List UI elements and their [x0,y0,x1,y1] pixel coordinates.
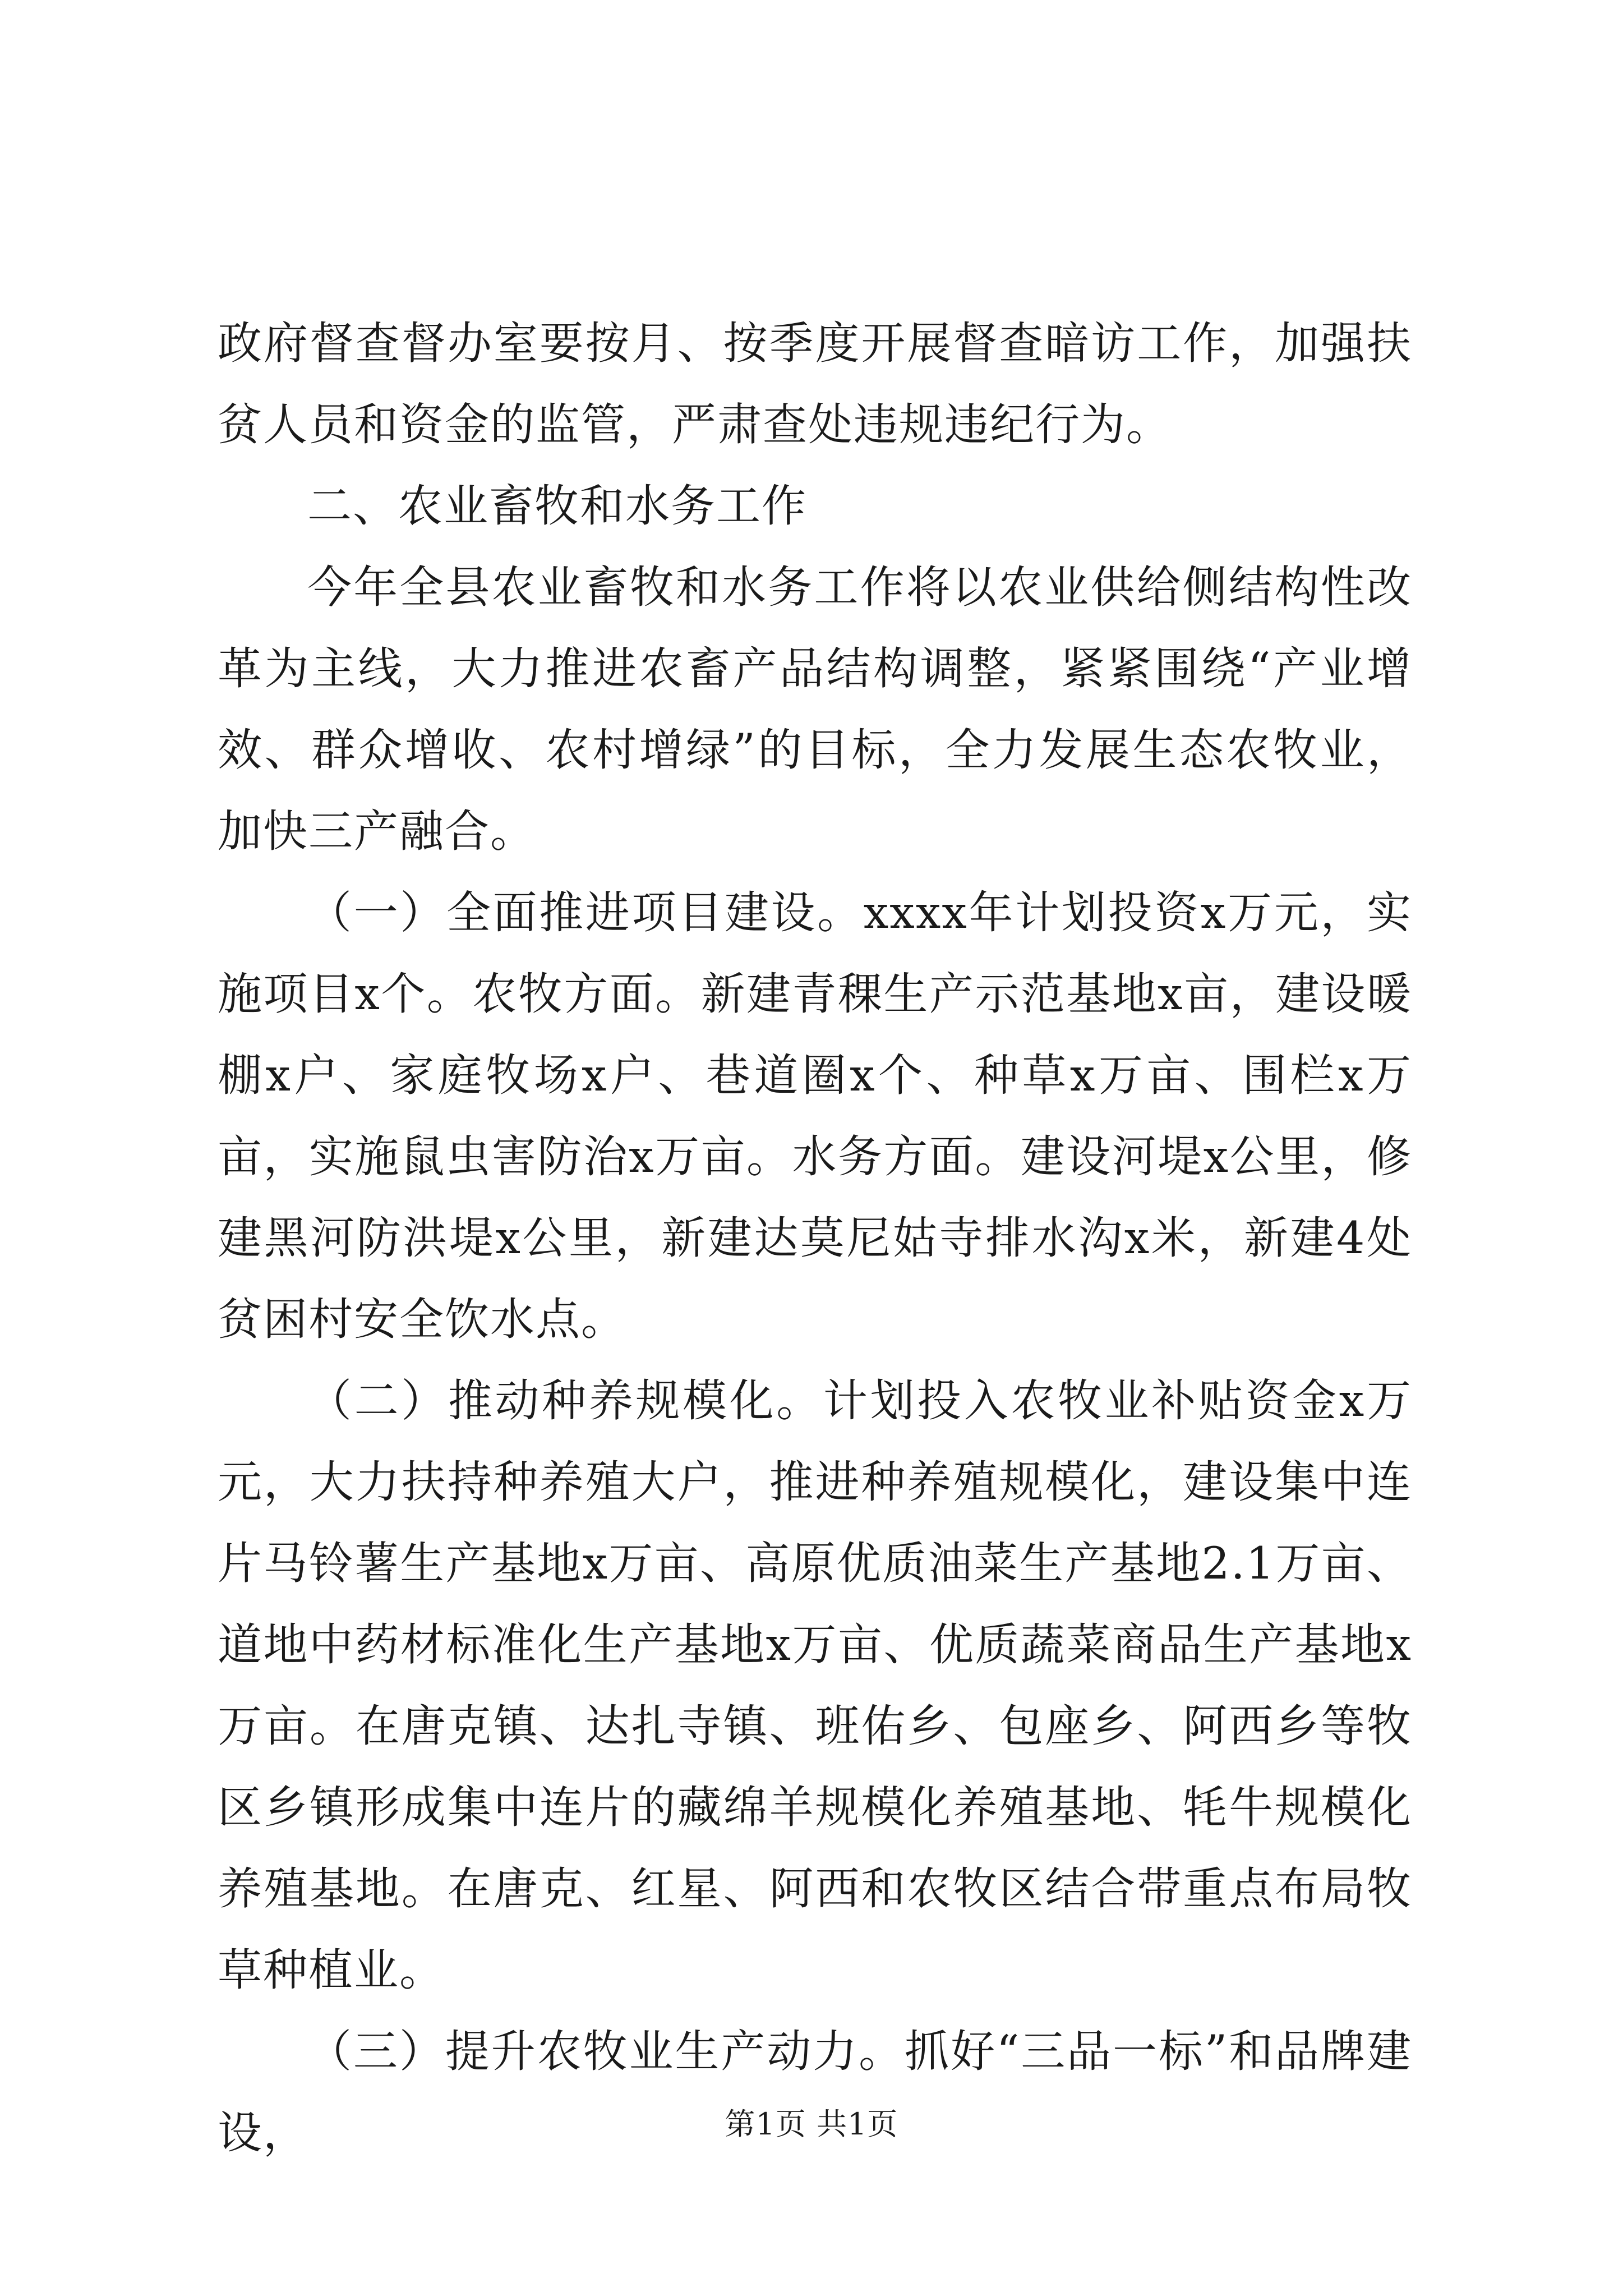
paragraph-continuation: 政府督查督办室要按月、按季度开展督查暗访工作，加强扶贫人员和资金的监管，严肃查处违规违纪行为。 [218,318,1412,450]
paragraph-item-1: （一）全面推进项目建设。xxxx年计划投资x万元，实施项目x个。农牧方面。新建青稞生产示范基地x亩，建设暖棚x户、家庭牧场x户、巷道圈x个、种草x万亩、围栏x万亩，实施鼠虫害防治x万亩。水务方面。建设河堤x公里，修建黑河防洪堤x公里，新建达莫尼姑寺排水沟x米，新建4处贫困村安全饮水点。 [218,887,1412,1345]
paragraph-item-3: （三）提升农牧业生产动力。抓好“三品一标”和品牌建设， [218,2026,1412,2159]
document-body [218,303,1412,2174]
paragraph-intro: 今年全县农业畜牧和水务工作将以农业供给侧结构性改革为主线，大力推进农畜产品结构调整，紧紧围绕“产业增效、群众增收、农村增绿”的目标，全力发展生态农牧业，加快三产融合。 [218,562,1412,857]
paragraph-item-2: （二）推动种养规模化。计划投入农牧业补贴资金x万元，大力扶持种养殖大户，推进种养殖规模化，建设集中连片马铃薯生产基地x万亩、高原优质油菜生产基地2.1万亩、道地中药材标准化生产基地x万亩、优质蔬菜商品生产基地x万亩。在唐克镇、达扎寺镇、班佑乡、包座乡、阿西乡等牧区乡镇形成集中连片的藏绵羊规模化养殖基地、牦牛规模化养殖基地。在唐克、红星、阿西和农牧区结合带重点布局牧草种植业。 [218,1375,1412,1996]
section-heading: 二、农业畜牧和水务工作 [307,480,807,532]
page-number-footer: 第1页 共1页 [725,2106,898,2142]
